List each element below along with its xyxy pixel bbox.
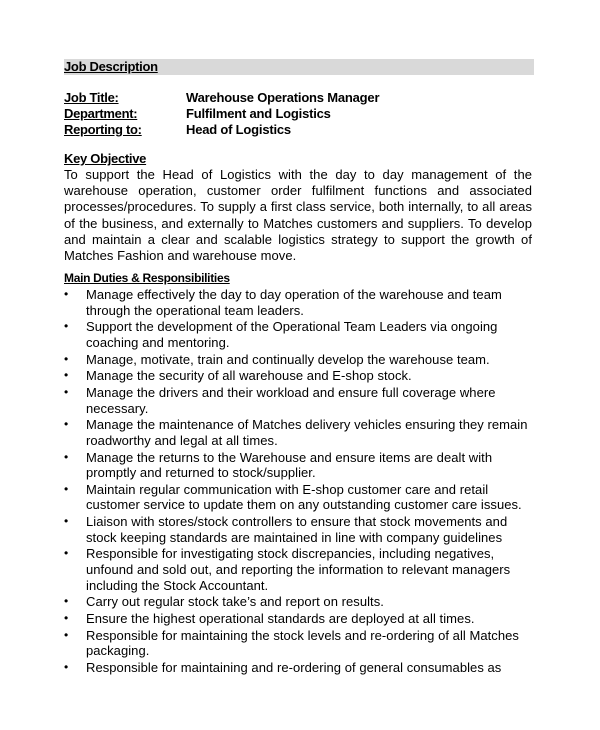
list-item-text: Manage, motivate, train and continually develop the warehouse team.	[86, 351, 490, 367]
list-item	[64, 482, 534, 513]
reporting-to-label: Reporting to:	[64, 122, 142, 137]
bullet-icon: •	[64, 287, 69, 301]
job-title-label: Job Title:	[64, 90, 119, 105]
department-label: Department:	[64, 106, 138, 121]
list-item	[64, 385, 534, 416]
list-item	[64, 546, 534, 593]
list-item-text: Support the development of the Operational Team Leaders via ongoing coaching and mentoring.	[86, 319, 498, 350]
bullet-icon: •	[64, 351, 69, 366]
bullet-icon: •	[64, 368, 69, 383]
job-title-value: Warehouse Operations Manager	[186, 90, 380, 105]
department-value: Fulfilment and Logistics	[186, 106, 331, 121]
list-item-text: Responsible for maintaining and re-ordering of general consumables as	[86, 659, 502, 675]
list-item	[64, 417, 534, 448]
list-item	[64, 319, 534, 350]
bullet-icon: •	[64, 384, 69, 399]
list-item-text: Liaison with stores/stock controllers to ensure that stock movements and stock keeping standards are maintained in line with company guidelines	[86, 514, 508, 545]
list-item-text: Responsible for maintaining the stock levels and re-ordering of all Matches packaging.	[86, 627, 519, 659]
list-item	[64, 628, 534, 659]
bullet-icon: •	[64, 594, 69, 609]
list-item-text: Ensure the highest operational standards are deployed at all times.	[86, 610, 475, 626]
bullet-icon: •	[64, 627, 69, 642]
list-item	[64, 368, 534, 384]
list-item	[64, 287, 534, 318]
list-item-text: Manage the returns to the Warehouse and ensure items are dealt with promptly and returned to stock/supplier.	[86, 449, 493, 481]
job-description-title: Job Description	[64, 59, 158, 74]
main-duties-heading: Main Duties & Responsibilities	[64, 271, 230, 285]
list-item	[64, 450, 534, 481]
list-item-text: Manage the maintenance of Matches delivery vehicles ensuring they remain roadworthy and legal at all times.	[86, 417, 528, 448]
reporting-to-value: Head of Logistics	[186, 122, 291, 137]
job-description-header	[64, 59, 534, 75]
list-item	[64, 352, 534, 368]
list-item-text: Responsible for investigating stock discrepancies, including negatives, unfound and sold out, and reporting the information to relevant managers including the Stock Accountant.	[86, 546, 511, 593]
key-objective-paragraph: To support the Head of Logistics with the day to day management of the warehouse operation, customer order fulfilment functions and associated processes/procedures. To supply a first class service, both internally, to all areas of the business, and externally to Matches customers and suppliers. To develop and maintain a clear and scalable logistics strategy to support the growth of Matches Fashion and warehouse move.	[64, 167, 532, 264]
list-item-text: Manage effectively the day to day operation of the warehouse and team through the operational team leaders.	[86, 287, 502, 318]
bullet-icon: •	[64, 514, 69, 529]
list-item	[64, 514, 534, 545]
bullet-icon: •	[64, 417, 69, 432]
list-item-text: Manage the security of all warehouse and E-shop stock.	[86, 368, 412, 384]
list-item	[64, 611, 534, 627]
bullet-icon: •	[64, 546, 69, 561]
key-objective-heading: Key Objective	[64, 151, 147, 166]
bullet-icon: •	[64, 481, 69, 496]
duties-list	[64, 287, 534, 677]
list-item	[64, 660, 534, 676]
list-item-text: Manage the drivers and their workload and ensure full coverage where necessary.	[86, 384, 496, 416]
list-item-text: Maintain regular communication with E-shop customer care and retail customer service to update them on any outstanding customer care issues.	[86, 481, 522, 513]
list-item	[64, 594, 534, 610]
bullet-icon: •	[64, 659, 69, 674]
list-item-text: Carry out regular stock take’s and report on results.	[86, 594, 384, 610]
bullet-icon: •	[64, 449, 69, 464]
bullet-icon: •	[64, 610, 69, 625]
bullet-icon: •	[64, 319, 69, 334]
